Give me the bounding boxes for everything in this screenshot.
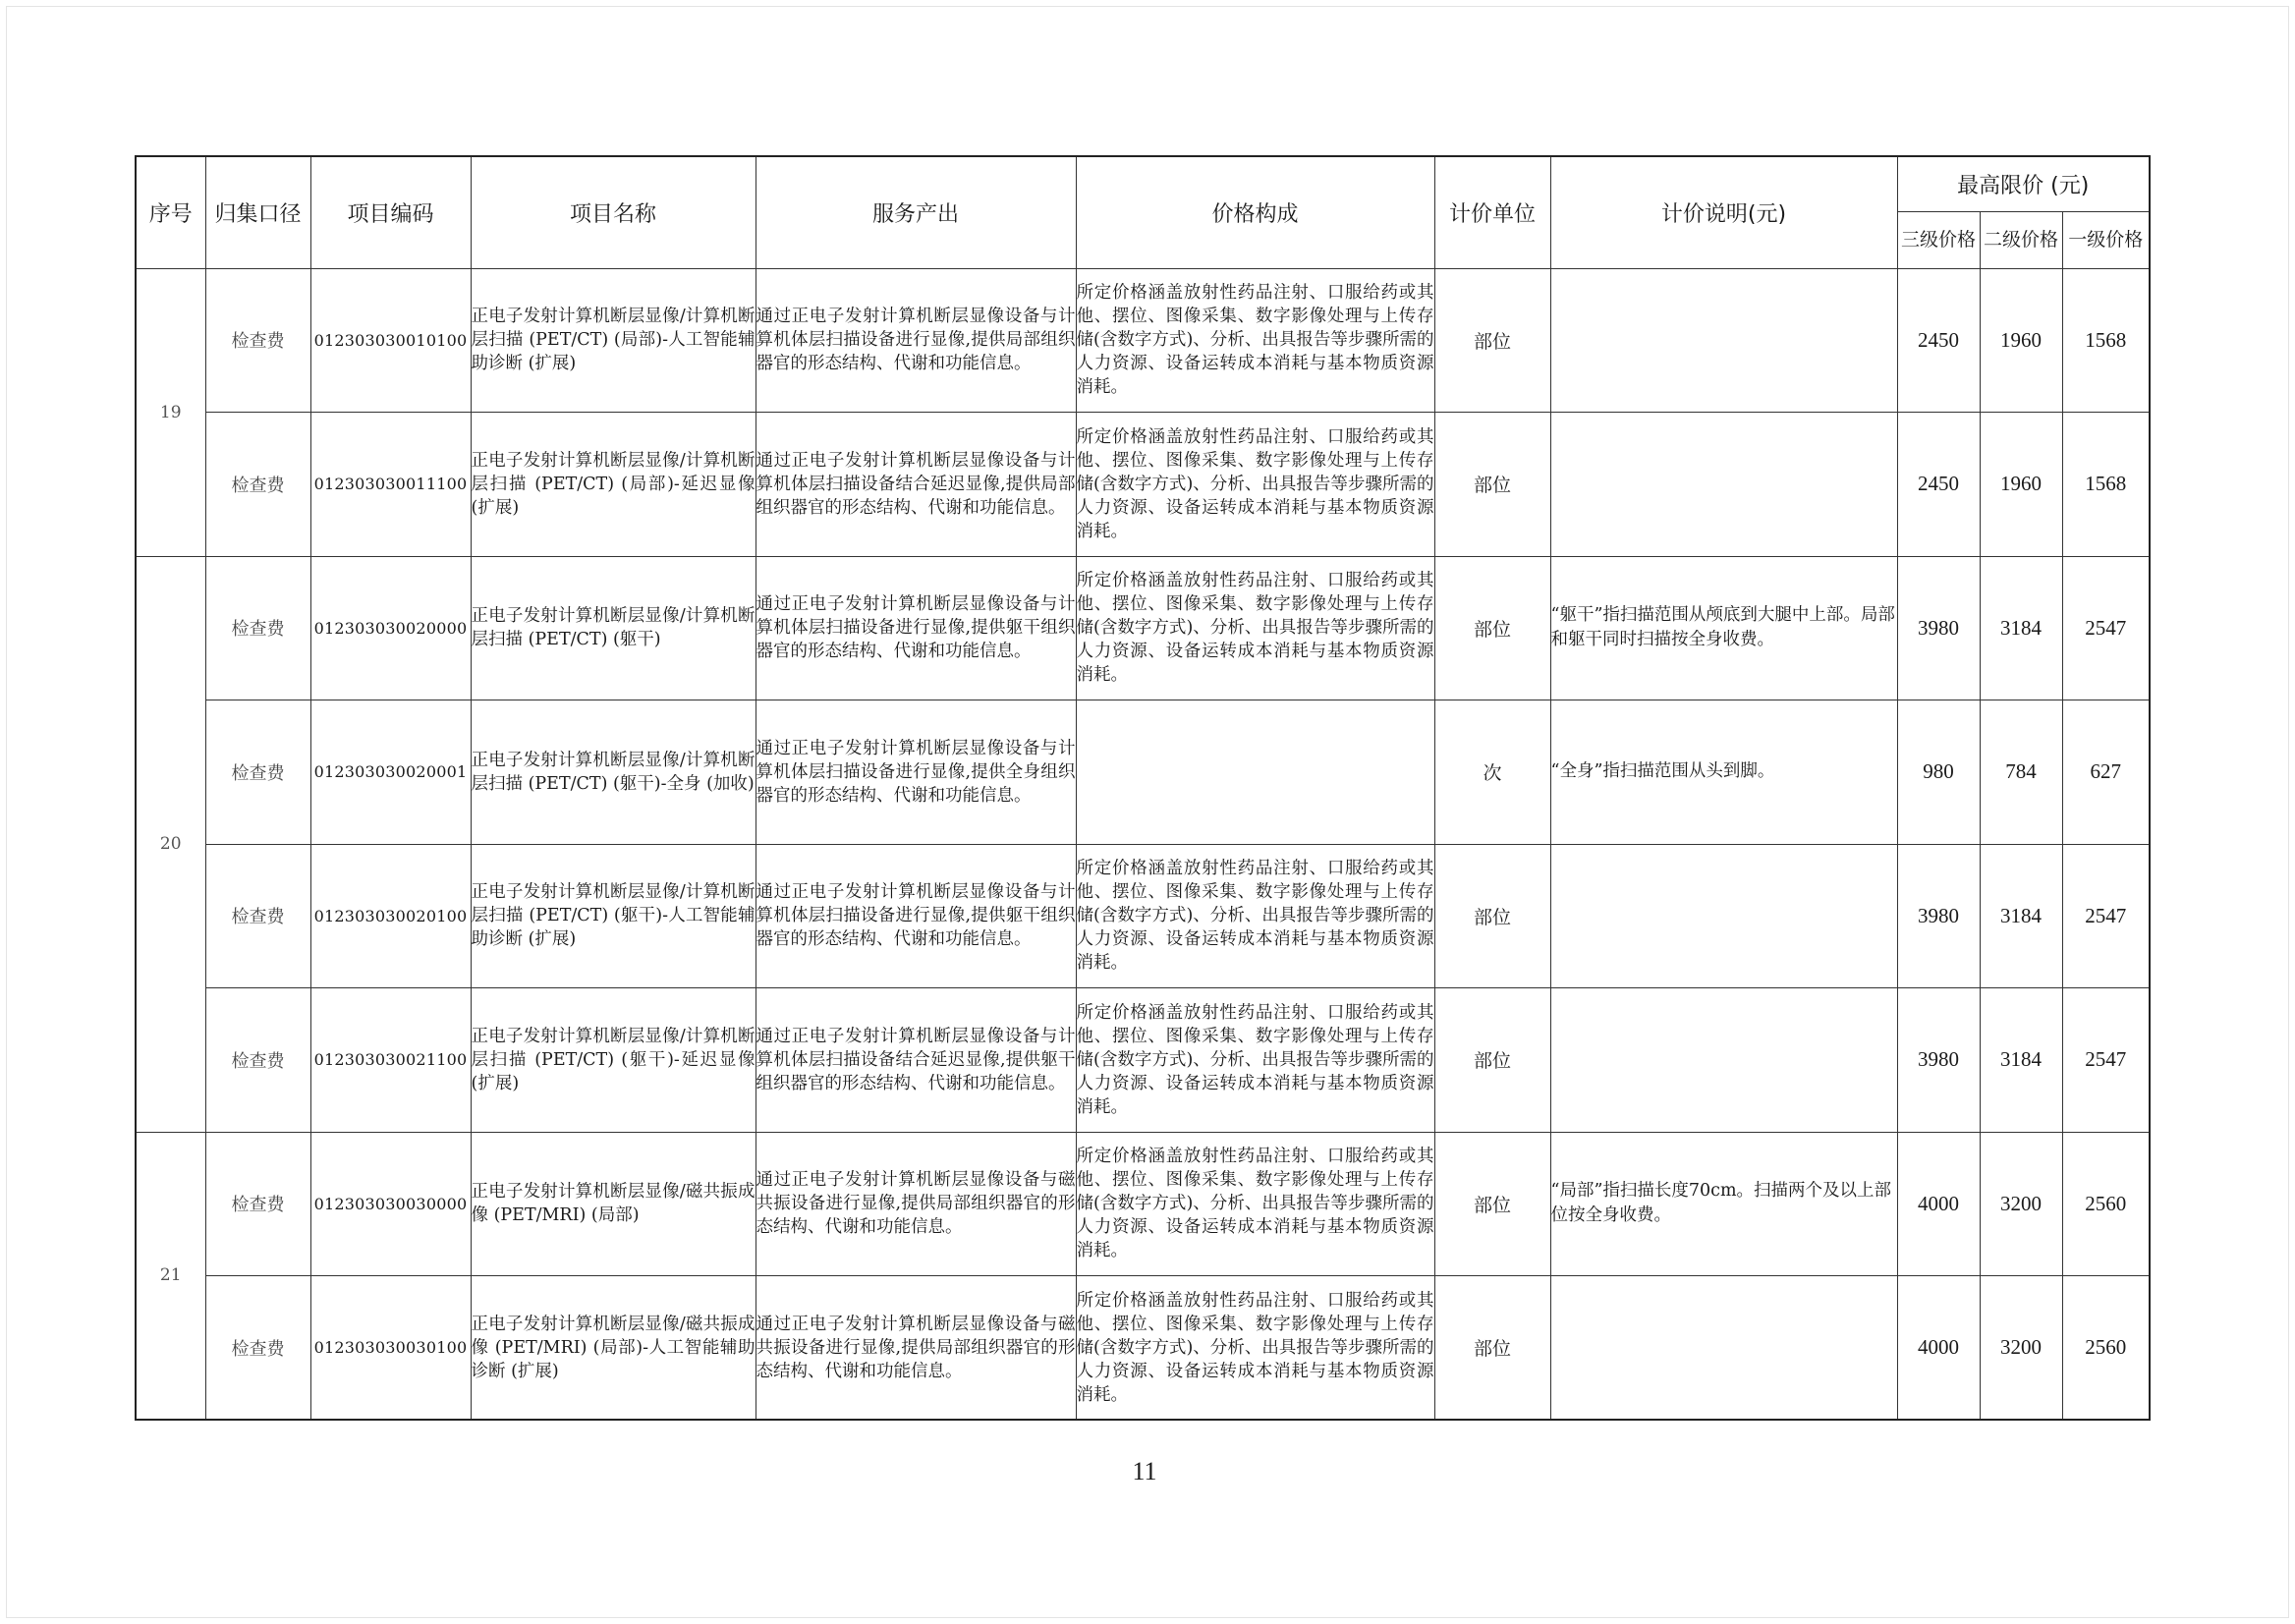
service-output-cell: 通过正电子发射计算机断层显像设备与磁共振设备进行显像,提供局部组织器官的形态结构、代谢和功能信息。 bbox=[756, 1132, 1076, 1276]
project-code-cell: 012303030030100 bbox=[310, 1276, 471, 1421]
service-output-cell: 通过正电子发射计算机断层显像设备与计算机体层扫描设备结合延迟显像,提供躯干组织器官的形态结构、代谢和功能信息。 bbox=[756, 988, 1076, 1133]
level1-price-cell: 2547 bbox=[2062, 844, 2150, 988]
service-output-cell: 通过正电子发射计算机断层显像设备与计算机体层扫描设备进行显像,提供躯干组织器官的形态结构、代谢和功能信息。 bbox=[756, 556, 1076, 700]
unit-cell: 部位 bbox=[1434, 844, 1550, 988]
header-output: 服务产出 bbox=[756, 156, 1076, 268]
service-output-cell: 通过正电子发射计算机断层显像设备与计算机体层扫描设备进行显像,提供局部组织器官的形态结构、代谢和功能信息。 bbox=[756, 268, 1076, 413]
header-level2-price: 二级价格 bbox=[1980, 211, 2062, 268]
project-code-cell: 012303030020100 bbox=[310, 844, 471, 988]
service-output-cell: 通过正电子发射计算机断层显像设备与计算机体层扫描设备进行显像,提供躯干组织器官的形态结构、代谢和功能信息。 bbox=[756, 844, 1076, 988]
level3-price-cell: 4000 bbox=[1897, 1132, 1980, 1276]
project-name-cell: 正电子发射计算机断层显像/计算机断层扫描 (PET/CT) (局部)-人工智能辅助诊断 (扩展) bbox=[471, 268, 756, 413]
header-max-price: 最高限价 (元) bbox=[1897, 156, 2150, 211]
unit-cell: 次 bbox=[1434, 700, 1550, 845]
unit-cell: 部位 bbox=[1434, 988, 1550, 1133]
header-seq: 序号 bbox=[136, 156, 205, 268]
table-row bbox=[136, 413, 2150, 557]
table-row bbox=[136, 556, 2150, 700]
table-row bbox=[136, 844, 2150, 988]
level1-price-cell: 2560 bbox=[2062, 1132, 2150, 1276]
project-name-cell: 正电子发射计算机断层显像/磁共振成像 (PET/MRI) (局部) bbox=[471, 1132, 756, 1276]
project-name-cell: 正电子发射计算机断层显像/计算机断层扫描 (PET/CT) (躯干)-人工智能辅助诊断 (扩展) bbox=[471, 844, 756, 988]
price-note-cell bbox=[1550, 988, 1897, 1133]
price-note-cell bbox=[1550, 413, 1897, 557]
project-code-cell: 012303030021100 bbox=[310, 988, 471, 1133]
price-composition-cell: 所定价格涵盖放射性药品注射、口服给药或其他、摆位、图像采集、数字影像处理与上传存储(含数字方式)、分析、出具报告等步骤所需的人力资源、设备运转成本消耗与基本物质资源消耗。 bbox=[1076, 844, 1434, 988]
level2-price-cell: 3184 bbox=[1980, 844, 2062, 988]
category-cell: 检查费 bbox=[205, 844, 310, 988]
table-header bbox=[136, 156, 2150, 268]
price-note-cell: “全身”指扫描范围从头到脚。 bbox=[1550, 700, 1897, 845]
price-note-cell bbox=[1550, 268, 1897, 413]
page-number: 11 bbox=[1132, 1457, 1157, 1485]
level2-price-cell: 1960 bbox=[1980, 413, 2062, 557]
project-code-cell: 012303030030000 bbox=[310, 1132, 471, 1276]
project-name-cell: 正电子发射计算机断层显像/磁共振成像 (PET/MRI) (局部)-人工智能辅助诊断 (扩展) bbox=[471, 1276, 756, 1421]
unit-cell: 部位 bbox=[1434, 556, 1550, 700]
table-row bbox=[136, 268, 2150, 413]
level2-price-cell: 3200 bbox=[1980, 1132, 2062, 1276]
price-composition-cell: 所定价格涵盖放射性药品注射、口服给药或其他、摆位、图像采集、数字影像处理与上传存储(含数字方式)、分析、出具报告等步骤所需的人力资源、设备运转成本消耗与基本物质资源消耗。 bbox=[1076, 413, 1434, 557]
price-composition-cell: 所定价格涵盖放射性药品注射、口服给药或其他、摆位、图像采集、数字影像处理与上传存储(含数字方式)、分析、出具报告等步骤所需的人力资源、设备运转成本消耗与基本物质资源消耗。 bbox=[1076, 268, 1434, 413]
table-body bbox=[136, 268, 2150, 1420]
table-row bbox=[136, 988, 2150, 1133]
seq-cell: 21 bbox=[136, 1132, 205, 1420]
level3-price-cell: 2450 bbox=[1897, 268, 1980, 413]
service-output-cell: 通过正电子发射计算机断层显像设备与磁共振设备进行显像,提供局部组织器官的形态结构、代谢和功能信息。 bbox=[756, 1276, 1076, 1421]
header-level1-price: 一级价格 bbox=[2062, 211, 2150, 268]
table-row bbox=[136, 700, 2150, 845]
project-name-cell: 正电子发射计算机断层显像/计算机断层扫描 (PET/CT) (躯干) bbox=[471, 556, 756, 700]
category-cell: 检查费 bbox=[205, 268, 310, 413]
service-output-cell: 通过正电子发射计算机断层显像设备与计算机体层扫描设备进行显像,提供全身组织器官的形态结构、代谢和功能信息。 bbox=[756, 700, 1076, 845]
level2-price-cell: 1960 bbox=[1980, 268, 2062, 413]
category-cell: 检查费 bbox=[205, 556, 310, 700]
project-code-cell: 012303030011100 bbox=[310, 413, 471, 557]
price-composition-cell: 所定价格涵盖放射性药品注射、口服给药或其他、摆位、图像采集、数字影像处理与上传存储(含数字方式)、分析、出具报告等步骤所需的人力资源、设备运转成本消耗与基本物质资源消耗。 bbox=[1076, 988, 1434, 1133]
price-note-cell bbox=[1550, 1276, 1897, 1421]
level1-price-cell: 2547 bbox=[2062, 556, 2150, 700]
unit-cell: 部位 bbox=[1434, 413, 1550, 557]
level1-price-cell: 1568 bbox=[2062, 413, 2150, 557]
table-row bbox=[136, 1276, 2150, 1421]
unit-cell: 部位 bbox=[1434, 268, 1550, 413]
header-name: 项目名称 bbox=[471, 156, 756, 268]
level3-price-cell: 4000 bbox=[1897, 1276, 1980, 1421]
seq-cell: 19 bbox=[136, 268, 205, 556]
header-note: 计价说明(元) bbox=[1550, 156, 1897, 268]
level1-price-cell: 2547 bbox=[2062, 988, 2150, 1133]
project-code-cell: 012303030020000 bbox=[310, 556, 471, 700]
level1-price-cell: 2560 bbox=[2062, 1276, 2150, 1421]
level3-price-cell: 980 bbox=[1897, 700, 1980, 845]
level2-price-cell: 3184 bbox=[1980, 556, 2062, 700]
level3-price-cell: 3980 bbox=[1897, 556, 1980, 700]
unit-cell: 部位 bbox=[1434, 1132, 1550, 1276]
price-note-cell: “局部”指扫描长度70cm。扫描两个及以上部位按全身收费。 bbox=[1550, 1132, 1897, 1276]
table-row bbox=[136, 1132, 2150, 1276]
level2-price-cell: 784 bbox=[1980, 700, 2062, 845]
level2-price-cell: 3200 bbox=[1980, 1276, 2062, 1421]
service-output-cell: 通过正电子发射计算机断层显像设备与计算机体层扫描设备结合延迟显像,提供局部组织器官的形态结构、代谢和功能信息。 bbox=[756, 413, 1076, 557]
price-composition-cell: 所定价格涵盖放射性药品注射、口服给药或其他、摆位、图像采集、数字影像处理与上传存储(含数字方式)、分析、出具报告等步骤所需的人力资源、设备运转成本消耗与基本物质资源消耗。 bbox=[1076, 556, 1434, 700]
category-cell: 检查费 bbox=[205, 1132, 310, 1276]
unit-cell: 部位 bbox=[1434, 1276, 1550, 1421]
header-category: 归集口径 bbox=[205, 156, 310, 268]
header-level3-price: 三级价格 bbox=[1897, 211, 1980, 268]
project-name-cell: 正电子发射计算机断层显像/计算机断层扫描 (PET/CT) (躯干)-全身 (加收) bbox=[471, 700, 756, 845]
price-note-cell bbox=[1550, 844, 1897, 988]
level3-price-cell: 3980 bbox=[1897, 988, 1980, 1133]
level3-price-cell: 2450 bbox=[1897, 413, 1980, 557]
category-cell: 检查费 bbox=[205, 413, 310, 557]
price-note-cell: “躯干”指扫描范围从颅底到大腿中上部。局部和躯干同时扫描按全身收费。 bbox=[1550, 556, 1897, 700]
price-composition-cell: 所定价格涵盖放射性药品注射、口服给药或其他、摆位、图像采集、数字影像处理与上传存储(含数字方式)、分析、出具报告等步骤所需的人力资源、设备运转成本消耗与基本物质资源消耗。 bbox=[1076, 1276, 1434, 1421]
category-cell: 检查费 bbox=[205, 700, 310, 845]
header-unit: 计价单位 bbox=[1434, 156, 1550, 268]
category-cell: 检查费 bbox=[205, 1276, 310, 1421]
project-name-cell: 正电子发射计算机断层显像/计算机断层扫描 (PET/CT) (局部)-延迟显像 (扩展) bbox=[471, 413, 756, 557]
project-code-cell: 012303030010100 bbox=[310, 268, 471, 413]
price-composition-cell: 所定价格涵盖放射性药品注射、口服给药或其他、摆位、图像采集、数字影像处理与上传存储(含数字方式)、分析、出具报告等步骤所需的人力资源、设备运转成本消耗与基本物质资源消耗。 bbox=[1076, 1132, 1434, 1276]
category-cell: 检查费 bbox=[205, 988, 310, 1133]
level3-price-cell: 3980 bbox=[1897, 844, 1980, 988]
level1-price-cell: 627 bbox=[2062, 700, 2150, 845]
level1-price-cell: 1568 bbox=[2062, 268, 2150, 413]
header-code: 项目编码 bbox=[310, 156, 471, 268]
header-composition: 价格构成 bbox=[1076, 156, 1434, 268]
price-table bbox=[135, 155, 2151, 1421]
price-composition-cell bbox=[1076, 700, 1434, 845]
project-name-cell: 正电子发射计算机断层显像/计算机断层扫描 (PET/CT) (躯干)-延迟显像 (扩展) bbox=[471, 988, 756, 1133]
level2-price-cell: 3184 bbox=[1980, 988, 2062, 1133]
seq-cell: 20 bbox=[136, 556, 205, 1132]
project-code-cell: 012303030020001 bbox=[310, 700, 471, 845]
